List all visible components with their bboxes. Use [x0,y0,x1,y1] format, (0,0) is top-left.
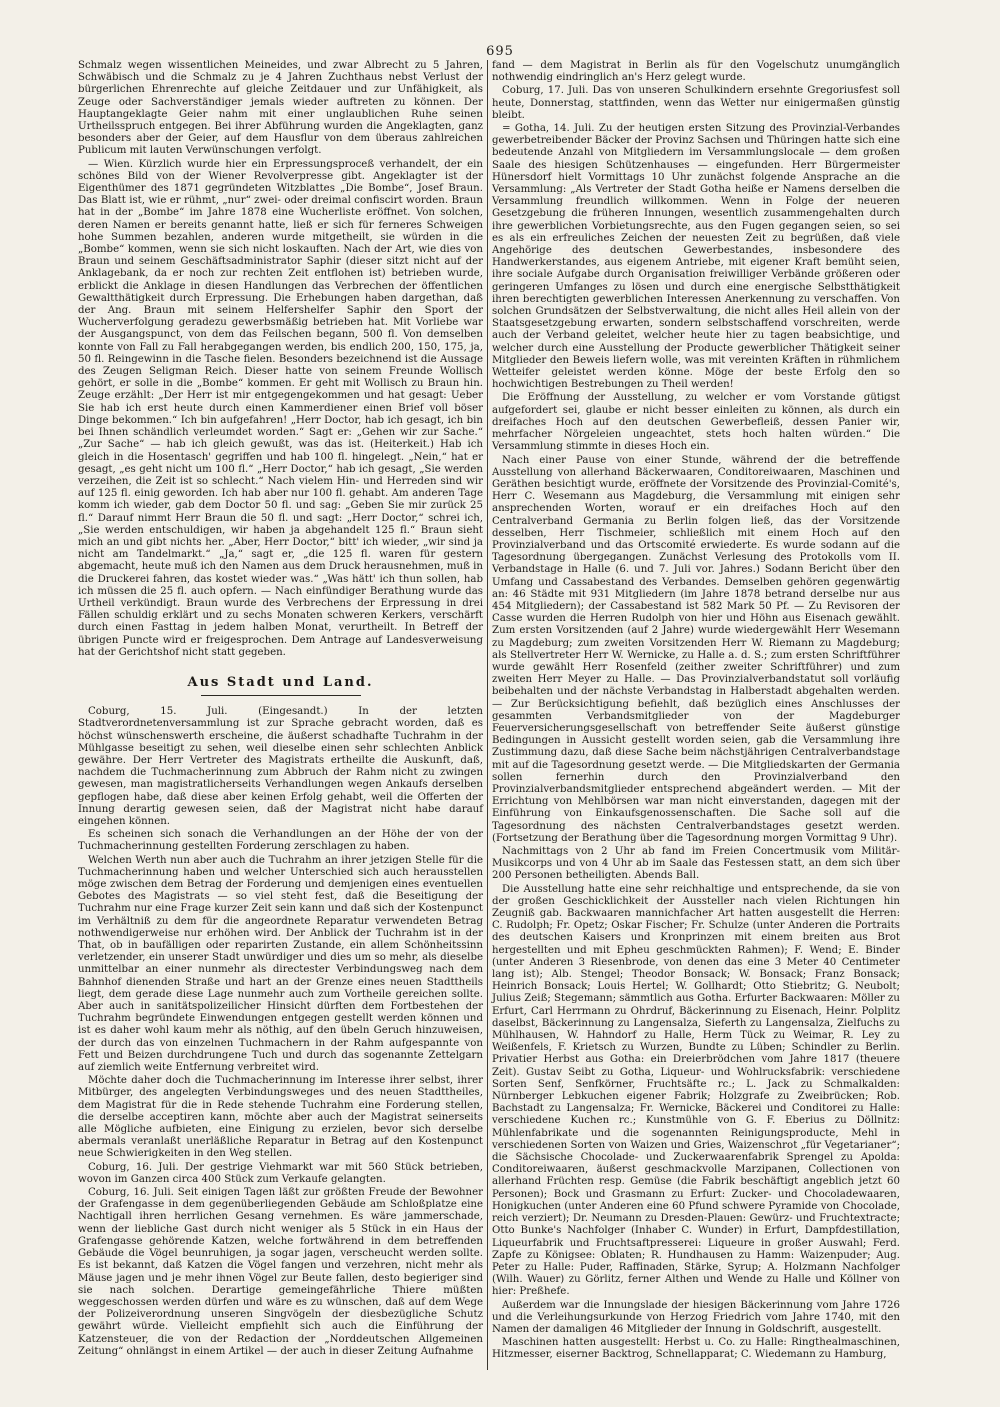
article-paragraph: Maschinen hatten ausgestellt: Herbst u. Co. zu Halle: Ringthealmaschinen, Hitzmesser, eiserner Backtrog, Schnellapparat; C. Wiedemann zu Hamburg, [492,1337,900,1361]
article-paragraph: Die Ausstellung hatte eine sehr reichhaltige und entsprechende, da sie von der großen Geschicklichkeit der Aussteller nach vielen Richtungen hin Zeugniß gab. Backwaaren mannichfacher Art hatten ausgestellt die Herren: C. Rudolph; Fr. Opetz; Oskar Fischer; Fr. Schulze (unter Anderen die Portraits des deutschen Kaisers und Kronprinzen mit einem breiten aus Brot hergestellten und mit Epheu geschmückten Rahmen); F. Wend; E. Binder (unter Anderen 3 Riesenbrode, von denen das eine 3 Meter 40 Centimeter lang ist); Alb. Stengel; Theodor Bonsack; W. Bonsack; Franz Bonsack; Heinrich Bonsack; Louis Hertel; W. Gollhardt; Otto Stiebritz; G. Neubolt; Julius Zeiß; Stegemann; sämmtlich aus Gotha. Erfurter Backwaaren: Möller zu Erfurt, Carl Herrmann zu Ohrdruf, Bäckerinnung zu Eisenach, Heinr. Polplitz daselbst, Bäckerinnung zu Langensalza, Sieferth zu Langensalza, Zielfuchs zu Mühlhausen, W. Hahndorf zu Halle, Herm Tück zu Weimar, R. Ley zu Weißenfels, F. Krietsch zu Wurzen, Bundte zu Lüben; Schindler zu Berlin. Privatier Herbst aus Gotha: ein Dreierbrödchen vom Jahre 1817 (theuere Zeit). Gustav Seibt zu Gotha, Liqueur- und Wohlrucksfabrik: verschiedene Sorten Senf, Senfkörner, Fruchtsäfte rc.; L. Jack zu Schmalkalden: Nürnberger Lebkuchen eigener Fabrik; Holzgrafe zu Zweibrücken; Rob. Bachstadt zu Langensalza; Fr. Wernicke, Bäckerei und Conditorei zu Halle: verschiedene Kuchen rc.; Kunstmühle von G. F. Eberius zu Döllnitz: Mühlenfabrikate und die sogenannten Reinigungsproducte, Mehl in verschiedenen Sorten von Waizen und Gries, Waizenschrot „für Vegetarianer“; die Sächsische Chocolade- und Zuckerwaarenfabrik Sprengel zu Apolda: Conditoreiwaaren, äußerst geschmackvolle Marzipanen, Collectionen von allerhand Früchten resp. Gemüse (die Fabrik beschäftigt angeblich jetzt 60 Personen); Bock und Grasmann zu Erfurt: Zucker- und Chocoladewaaren, Honigkuchen (unter Anderen eine 60 Pfund schwere Pyramide von Chocolade, reich verziert); Dr. Neumann zu Dresden-Plauen: Gewürz- und Fruchtextracte; Otto Bunke's Nachfolger (Inhaber C. Wunder) in Erfurt, Dampfdestillation, Liqueurfabrik und Fruchtsaftpresserei: Liqueure in großer Auswahl; Ferd. Zapfe zu Königsee: Oblaten; R. Hundhausen zu Hamm: Waizenpuder; Aug. Peter zu Halle: Puder, Raffinaden, Stärke, Syrup; A. Holzmann Nachfolger (Wilh. Wauer) zu Görlitz, ferner Althen und Wende zu Halle und Köllner von hier: Preßhefe. [492,883,900,1298]
article-paragraph: Möchte daher doch die Tuchmacherinnung im Interesse ihrer selbst, ihrer Mitbürger, des angelegten Verbindungsweges und des neuen Stadttheiles, dem Magistrat für die in Rede stehende Tuchrahm eine Forderung stellen, die derselbe acceptiren kann, möchte aber auch der Magistrat seinerseits alle Mögliche aufbieten, eine Einigung zu erzielen, bevor sich derselbe abermals veranlaßt unerläßliche Reparatur in Betrag auf den Kostenpunct neue Schwierigkeiten in den Weg stellen. [78,1075,483,1160]
left-column [78,60,483,1359]
page-number: 695 [486,44,514,59]
section-rule [201,695,361,696]
article-paragraph: Schmalz wegen wissentlichen Meineides, und zwar Albrecht zu 5 Jahren, Schwäbisch und die Schmalz zu je 4 Jahren Zuchthaus nebst Verlust der bürgerlichen Ehrenrechte auf gleiche Zeitdauer und zur Unfähigkeit, als Zeuge oder Sachverständiger jemals wieder auftreten zu können. Der Hauptangeklagte Geier nahm mit einer unglaublichen Ruhe seinen Urtheilsspruch entgegen. Bei ihrer Abführung wurden die Angeklagten, ganz besonders aber der Geier, auf dem Hausflur von dem überaus zahlreichen Publicum mit lauten Verwünschungen verfolgt. [78,60,483,157]
article-paragraph: Coburg, 16. Juli. Seit einigen Tagen läßt zur größten Freude der Bewohner der Grafengasse in dem gegenüberliegenden Gebäude am Schloßplatze eine Nachtigall ihren herrlichen Gesang vernehmen. Es wäre jammerschade, wenn der liebliche Gast durch nicht weniger als 5 Stück in ein Haus der Grafengasse gehörende Katzen, welche fortwährend in dem betreffenden Gebäude die Vögel beunruhigen, ja sogar jagen, verscheucht werden sollte. Es ist bekannt, daß Katzen die Vögel fangen und verzehren, nicht mehr als Mäuse jagen und je mehr ihnen Vögel zur Beute fallen, desto begieriger sind sie nach solchen. Derartige gemeingefährliche Thiere müßten weggeschossen werden dürfen und wäre es zu wünschen, daß auf dem Wege der Polizeiverordnung unseren Singvögeln der diesbezügliche Schutz gewährt würde. Vielleicht empfiehlt sich auch die Einführung der Katzensteuer, die von der Redaction der „Norddeutschen Allgemeinen Zeitung“ ohnlängst in einem Artikel — der auch in dieser Zeitung Aufnahme [78,1187,483,1357]
article-paragraph: Coburg, 16. Juli. Der gestrige Viehmarkt war mit 560 Stück betrieben, wovon im Ganzen circa 400 Stück zum Verkaufe gelangten. [78,1161,483,1185]
article-paragraph: Coburg, 15. Juli. (Eingesandt.) In der letzten Stadtverordnetenversammlung ist zur Sprache gebracht worden, daß es höchst wünschenswerth erscheine, die äußerst schadhafte Tuchrahm in der Mühlgasse beseitigt zu sehen, weil dieselbe einen sehr schlechten Anblick gewähre. Der Herr Vertreter des Magistrats ertheilte die Auskunft, daß, nachdem die Tuchmacherinnung zum Abbruch der Rahm nicht zu zwingen gewesen, man magistratlicherseits Verhandlungen wegen Ankaufs derselben gepflogen habe, daß diese aber keinen Erfolg gehabt, weil die Offerten der Innung derartig gewesen seien, daß der Magistrat nicht habe darauf eingehen können. [78,706,483,827]
article-paragraph: — Wien. Kürzlich wurde hier ein Erpressungsproceß verhandelt, der ein schönes Bild von der Wiener Revolverpresse gibt. Angeklagter ist der Eigenthümer des 1871 gegründeten Witzblattes „Die Bombe“, Josef Braun. Das Blatt ist, wie er rühmt, „nur“ zwei- oder dreimal confiscirt worden. Braun hat in der „Bombe“ im Jahre 1878 eine Wucherliste eröffnet. Von solchen, deren Namen er bereits genannt hatte, ließ er sich für ferneres Schweigen hohe Summen bezahlen, anderen wurde mitgetheilt, sie würden in die „Bombe“ kommen, wenn sie sich nicht loskauften. Nach der Art, wie dies von Braun und seinem Geschäftsadministrator Saphir (dieser sitzt nicht auf der Anklagebank, da er noch zur rechten Zeit entflohen ist) betrieben wurde, erblickt die Anklage in diesen Handlungen das Verbrechen der öffentlichen Gewaltthätigkeit durch Erpressung. Die Erhebungen haben dargethan, daß der Ang. Braun mit seinem Helfershelfer Saphir den Sport der Wucherverfolgung geradezu gewerbsmäßig betrieben hat. Mit Vorliebe war der Ausgangspunct, von dem das Feilschen begann, 500 fl. Von demselben konnte von Fall zu Fall herabgegangen werden, bis endlich 200, 150, 175, ja, 50 fl. Reingewinn in die Tasche fielen. Besonders bezeichnend ist die Aussage des Zeugen Seligman Reich. Dieser hatte von seinem Freunde Wollisch gehört, er solle in die „Bombe“ kommen. Er geht mit Wollisch zu Braun hin. Zeuge erzählt: „Der Herr ist mir entgegengekommen und hat gesagt: Ueber Sie hab ich erst heute durch einen Kammerdiener einen Brief voll böser Dinge bekommen.“ Ich bin aufgefahren! „Herr Doctor, hab ich gesagt, ich bin bei Ihnen schändlich verleumdet worden.“ Sagt er: „Gehen wir zur Sache.“ „Zur Sache“ — hab ich gleich gewußt, was das ist. (Heiterkeit.) Hab ich gleich in die Hosentasch' gegriffen und hab 100 fl. hingelegt. „Nein,“ hat er gesagt, „es geht nicht um 100 fl.“ „Herr Doctor,“ hab ich gesagt, „Sie werden verzeihen, die Zeit ist so schlecht.“ Nach vielem Hin- und Herreden sind wir auf 125 fl. einig geworden. Ich hab aber nur 100 fl. gehabt. Am anderen Tage komm ich wieder, gab dem Doctor 50 fl. und sag: „Geben Sie mir zurück 25 fl.“ Darauf nimmt Herr Braun die 50 fl. und sagt: „Herr Doctor,“ schrei ich, „Sie werden entschuldigen, wir haben ja abgehandelt 125 fl.“ Braun sieht mich an und gibt nichts her. „Aber, Herr Doctor,“ bitt' ich wieder, „wir sind ja nicht am Tandelmarkt.“ „Ja,“ sagt er, „die 125 fl. waren für gestern abgemacht, heute muß ich den Namen aus dem Druck herausnehmen, muß in die Druckerei fahren, das kostet wieder was.“ „Was hätt' ich thun sollen, hab ich müssen die 25 fl. auch opfern. — Nach einfündiger Berathung wurde das Urtheil verkündigt. Braun wurde des Verbrechens der Erpressung in drei Fällen schuldig erklärt und zu sechs Monaten schweren Kerkers, verschärft durch einen Fasttag in jedem halben Monat, verurtheilt. In Betreff der übrigen Puncte wird er freigesprochen. Dem Antrage auf Landesverweisung hat der Gerichtshof nicht statt gegeben. [78,158,483,658]
article-paragraph: Nachmittags von 2 Uhr ab fand im Freien Concertmusik vom Militär-Musikcorps und von 4 Uhr ab im Saale das Festessen statt, an dem sich über 200 Personen betheiligten. Abends Ball. [492,846,900,882]
article-paragraph: Außerdem war die Innungslade der hiesigen Bäckerinnung vom Jahre 1726 und die Verleihungsurkunde von Herzog Friedrich vom Jahre 1740, mit den Namen der damaligen 46 Mitglieder der Innung in Goldschrift, ausgestellt. [492,1299,900,1335]
article-paragraph: Die Eröffnung der Ausstellung, zu welcher er vom Vorstande gütigst aufgefordert sei, glaube er nicht besser einleiten zu können, als durch ein dreifaches Hoch auf den deutschen Gewerbefleiß, dessen Panier wir, mehrfacher Nörgeleien ungeachtet, stets hoch halten würden.“ Die Versammlung stimmte in dieses Hoch ein. [492,392,900,453]
article-paragraph: Nach einer Pause von einer Stunde, während der die betreffende Ausstellung von allerhand Bäckerwaaren, Conditoreiwaaren, Maschinen und Geräthen besichtigt wurde, eröffnete der Vorsitzende des Provinzial-Comité's, Herr C. Wesemann aus Magdeburg, die Versammlung mit einigen sehr ansprechenden Worten, worauf er ein dreifaches Hoch auf den Centralverband Germania zu Berlin folgen ließ, das der Vorsitzende desselben, Herr Tischmeier, schließlich mit einem Hoch auf den Provinzialverband und das Ortscomité erwiederte. Es wurde sodann auf die Tagesordnung übergegangen. Zunächst Verlesung des Protokolls vom II. Verbandstage in Halle (6. und 7. Juli vor. Jahres.) Sodann Bericht über den Umfang und Cassabestand des Verbandes. Demselben gehören gegenwärtig an: 46 Städte mit 931 Mitgliedern (im Jahre 1878 betrand derselbe nur aus 454 Mitgliedern); der Cassabestand ist 582 Mark 50 Pf. — Zu Revisoren der Casse wurden die Herren Rudolph von hier und Höhn aus Eisenach gewählt. Zum ersten Vorsitzenden (auf 2 Jahre) wurde wiedergewählt Herr Wesemann zu Magdeburg; zum zweiten Vorsitzenden Herr W. Riemann zu Magdeburg; als Stellvertreter Herr W. Wernicke, zu Halle a. d. S.; zum ersten Schriftführer wurde gewählt Herr Rosenfeld (zeither zweiter Schriftführer) und zum zweiten Herr Meyer zu Halle. — Das Provinzialverbandstatut soll vorläufig beibehalten und der nächste Verbandstag in Halberstadt abgehalten werden. — Zur Berücksichtigung befiehlt, daß bezüglich eines Anschlusses der gesammten Verbandsmitglieder von der Magdeburger Feuerversicherungsgesellschaft von betreffender Seite äußerst günstige Bedingungen in Aussicht gestellt worden seien, gab die Versammlung ihre Zustimmung dazu, daß diese Sache beim nächstjährigen Centralverbandstage mit auf die Tagesordnung gesetzt werde. — Die Mitgliedskarten der Germania sollen fernerhin durch den Provinzialverband den Provinzialverbandsmitglieder entsprechend abgeändert werden. — Mit der Errichtung von Mehlbörsen war man nicht einverstanden, dagegen mit der Einführung von Einkaufsgenossenschaften. Die Sache soll auf die Tagesordnung des nächsten Centralverbandstages gesetzt werden. (Fortsetzung der Berathung über die Tagesordnung morgen Vormittag 9 Uhr). [492,454,900,844]
right-column [492,60,900,1363]
article-paragraph: Welchen Werth nun aber auch die Tuchrahm an ihrer jetzigen Stelle für die Tuchmacherinnung haben und welcher Unterschied sich auch herausstellen möge zwischen dem Betrag der Forderung und demjenigen eines eventuellen Gebotes des Magistrats — so viel steht fest, daß die Beseitigung der Tuchrahm nur eine Frage kurzer Zeit sein kann und daß sich der Kostenpunct im Verhältniß zu dem für die angeordnete Reparatur verwendeten Betrag nothwendigerweise nur erhöhen wird. Der Anblick der Tuchrahm ist in der That, ob in baufälligen oder reparirten Zustande, ein allem Schönheitssinn verletzender, ein unserer Stadt unwürdiger und dies um so mehr, als dieselbe unmittelbar an einer nunmehr als directester Verbindungsweg nach dem Bahnhof dienenden Straße und hart an der Grenze eines neuen Stadttheils liegt, dem gerade diese Lage nunmehr auch zum Vortheile gereichen sollte. Aber auch in sanitätspolizeilicher Hinsicht dürften dem Fortbestehen der Tuchrahm begründete Einwendungen entgegen gestellt werden können und ist es daher wohl kaum mehr als nöthig, auf den übeln Geruch hinzuweisen, der durch das von einzelnen Tuchmachern in der Rahm aufgespannte von Fett und Beizen durchdrungene Tuch und durch das sogenannte Zettelgarn auf ziemlich weite Entfernung verbreitet wird. [78,854,483,1074]
column-divider [487,60,488,1370]
article-paragraph: Es scheinen sich sonach die Verhandlungen an der Höhe der von der Tuchmacherinnung gestellten Forderung zerschlagen zu haben. [78,829,483,853]
article-paragraph: = Gotha, 14. Juli. Zu der heutigen ersten Sitzung des Provinzial-Verbandes gewerbetreibender Bäcker der Provinz Sachsen und Thüringen hatte sich eine bedeutende Anzahl von Mitgliedern im Versammlungslocale — dem großen Saale des hiesigen Schützenhauses — eingefunden. Herr Bürgermeister Hünersdorf hielt Vormittags 10 Uhr zunächst folgende Ansprache an die Versammlung: „Als Vertreter der Stadt Gotha heiße er Namens derselben die Versammlung freundlich willkommen. Wenn in Folge der neueren Gesetzgebung die früheren Innungen, wesentlich zusammengehalten durch ihre gewerblichen Vorbietungsrechte, aus den Fugen gegangen seien, so sei es als ein erfreuliches Zeichen der neuesten Zeit zu begrüßen, daß viele Angehörige des deutschen Gewerbestandes, insbesondere des Handwerkerstandes, aus eigenem Antriebe, mit eigener Kraft bemüht seien, ihre sociale Aufgabe durch Organisation freiwilliger Verbände größeren oder geringeren Umfanges zu lösen und durch eine energische Selbstthätigkeit ihren berechtigten gewerblichen Interessen Anerkennung zu verschaffen. Von solchen Grundsätzen der Selbstverwaltung, die nicht alles Heil allein von der Staatsgesetzgebung erwarten, sondern selbstschaffend vorschreiten, werde auch der Verband geleitet, welcher heute hier zu tagen beabsichtige, und welcher durch eine Ausstellung der Producte gewerblicher Thätigkeit seiner Mitglieder den Beweis liefern wolle, was mit vereinten Kräften in rühmlichem Wetteifer geleistet werden könne. Möge der beste Erfolg den so hochwichtigen Bestrebungen zu Theil werden! [492,123,900,391]
article-paragraph: Coburg, 17. Juli. Das von unseren Schulkindern ersehnte Gregoriusfest soll heute, Donnerstag, stattfinden, wenn das Wetter nur einigermaßen günstig bleibt. [492,85,900,121]
section-heading: Aus Stadt und Land. [187,674,374,690]
article-paragraph: fand — dem Magistrat in Berlin als für den Vogelschutz unumgänglich nothwendig eindringlich an's Herz gelegt wurde. [492,60,900,84]
